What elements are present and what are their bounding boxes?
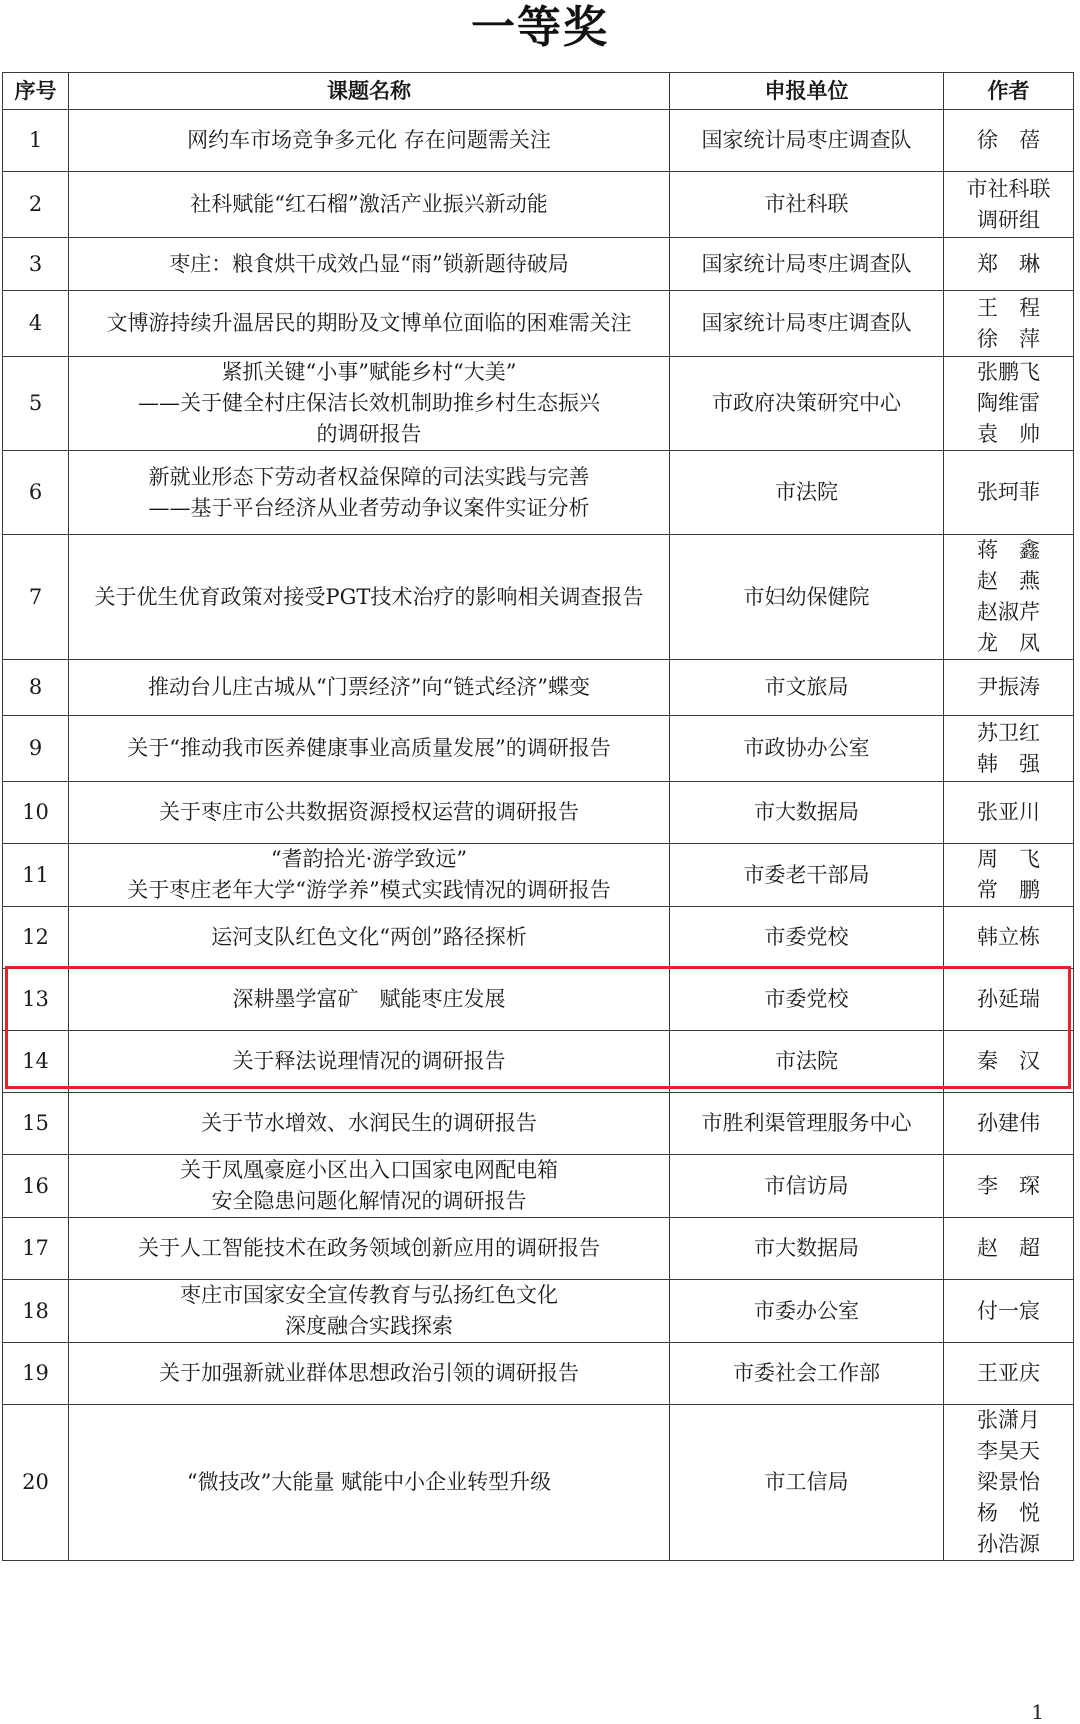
cell-topic <box>69 535 670 660</box>
topic-line: 关于节水增效、水润民生的调研报告 <box>201 1111 537 1135</box>
cell-topic <box>69 172 670 238</box>
topic-line: 紧抓关键“小事”赋能乡村“大美” <box>221 360 517 384</box>
cell-topic <box>69 1155 670 1218</box>
cell-authors <box>944 844 1074 907</box>
cell-seq: 13 <box>3 969 69 1031</box>
table-row <box>3 782 1074 844</box>
author-name: 常 鹏 <box>977 878 1040 902</box>
cell-authors <box>944 172 1074 238</box>
author-name: 郑 琳 <box>977 251 1040 276</box>
header-author: 作者 <box>944 73 1074 110</box>
cell-topic <box>69 1343 670 1405</box>
table-row <box>3 1405 1074 1561</box>
author-name: 徐 蓓 <box>977 128 1040 152</box>
author-name: 李昊天 <box>977 1439 1040 1463</box>
author-name: 陶维雷 <box>977 391 1040 415</box>
cell-unit: 市委党校 <box>670 969 944 1031</box>
author-name: 孙建伟 <box>977 1111 1040 1135</box>
cell-authors <box>944 969 1074 1031</box>
cell-seq: 9 <box>3 716 69 782</box>
table-row <box>3 535 1074 660</box>
cell-seq: 19 <box>3 1343 69 1405</box>
cell-unit: 国家统计局枣庄调查队 <box>670 291 944 357</box>
cell-seq: 4 <box>3 291 69 357</box>
awards-table <box>2 72 1074 1561</box>
cell-seq: 3 <box>3 238 69 291</box>
cell-seq: 2 <box>3 172 69 238</box>
cell-topic <box>69 451 670 535</box>
table-row <box>3 238 1074 291</box>
topic-line: 关于枣庄市公共数据资源授权运营的调研报告 <box>159 800 579 824</box>
cell-topic <box>69 844 670 907</box>
table-row <box>3 844 1074 907</box>
topic-line: 新就业形态下劳动者权益保障的司法实践与完善 <box>148 464 590 489</box>
topic-line: 的调研报告 <box>316 422 422 446</box>
topic-line: 关于加强新就业群体思想政治引领的调研报告 <box>159 1361 579 1385</box>
table-row <box>3 1155 1074 1218</box>
table-row <box>3 907 1074 969</box>
cell-seq: 18 <box>3 1280 69 1343</box>
cell-authors <box>944 1280 1074 1343</box>
cell-unit: 市委党校 <box>670 907 944 969</box>
cell-topic <box>69 1280 670 1343</box>
cell-unit: 市妇幼保健院 <box>670 535 944 660</box>
cell-authors <box>944 1155 1074 1218</box>
topic-line: 推动台儿庄古城从“门票经济”向“链式经济”蝶变 <box>148 675 590 699</box>
topic-line: “微技改”大能量 赋能中小企业转型升级 <box>186 1470 552 1494</box>
cell-unit: 市政协办公室 <box>670 716 944 782</box>
topic-line: 社科赋能“红石榴”激活产业振兴新动能 <box>190 192 548 216</box>
topic-line: “耆韵拾光·游学致远” <box>270 847 468 871</box>
table-row <box>3 110 1074 172</box>
cell-topic <box>69 1093 670 1155</box>
author-name: 付一宸 <box>977 1298 1040 1323</box>
cell-authors <box>944 1218 1074 1280</box>
cell-seq: 20 <box>3 1405 69 1561</box>
cell-topic <box>69 969 670 1031</box>
cell-unit: 市委社会工作部 <box>670 1343 944 1405</box>
author-name: 赵淑芹 <box>977 600 1040 624</box>
cell-unit: 市社科联 <box>670 172 944 238</box>
cell-unit: 市委办公室 <box>670 1280 944 1343</box>
cell-unit: 市工信局 <box>670 1405 944 1561</box>
author-name: 周 飞 <box>977 847 1040 871</box>
author-name: 孙浩源 <box>977 1532 1040 1556</box>
table-row <box>3 1093 1074 1155</box>
table-row <box>3 716 1074 782</box>
cell-authors <box>944 291 1074 357</box>
cell-authors <box>944 535 1074 660</box>
author-name: 李 琛 <box>977 1173 1040 1198</box>
cell-seq: 16 <box>3 1155 69 1218</box>
cell-authors <box>944 357 1074 451</box>
cell-seq: 15 <box>3 1093 69 1155</box>
cell-seq: 5 <box>3 357 69 451</box>
author-name: 梁景怡 <box>977 1470 1040 1494</box>
author-name: 王 程 <box>977 295 1040 320</box>
cell-unit: 市文旅局 <box>670 660 944 716</box>
author-name: 龙 凤 <box>977 631 1040 655</box>
author-name: 调研组 <box>977 207 1040 232</box>
author-name: 韩 强 <box>977 751 1040 776</box>
table-row <box>3 660 1074 716</box>
cell-authors <box>944 660 1074 716</box>
author-name: 赵 超 <box>977 1236 1040 1260</box>
topic-line: 关于优生优育政策对接受PGT技术治疗的影响相关调查报告 <box>94 584 644 609</box>
topic-line: 枣庄市国家安全宣传教育与弘扬红色文化 <box>180 1283 558 1307</box>
cell-unit: 市大数据局 <box>670 1218 944 1280</box>
cell-seq: 14 <box>3 1031 69 1093</box>
cell-seq: 12 <box>3 907 69 969</box>
cell-seq: 8 <box>3 660 69 716</box>
table-row <box>3 1218 1074 1280</box>
cell-topic <box>69 782 670 844</box>
author-name: 徐 萍 <box>977 326 1040 351</box>
topic-line: 深耕墨学富矿 赋能枣庄发展 <box>232 987 506 1011</box>
author-name: 张亚川 <box>977 800 1040 824</box>
header-seq: 序号 <box>3 73 69 110</box>
cell-topic <box>69 660 670 716</box>
topic-line: ——关于健全村庄保洁长效机制助推乡村生态振兴 <box>138 391 600 415</box>
page-title: 一等奖 <box>471 2 609 53</box>
topic-line: 运河支队红色文化“两创”路径探析 <box>211 925 527 949</box>
table-row <box>3 291 1074 357</box>
table-header-row <box>3 73 1074 110</box>
topic-line: 关于释法说理情况的调研报告 <box>232 1049 506 1073</box>
author-name: 秦 汉 <box>977 1049 1040 1073</box>
cell-seq: 17 <box>3 1218 69 1280</box>
cell-topic <box>69 110 670 172</box>
topic-line: 安全隐患问题化解情况的调研报告 <box>211 1189 527 1213</box>
cell-unit: 市大数据局 <box>670 782 944 844</box>
topic-line: 文博游持续升温居民的期盼及文博单位面临的困难需关注 <box>106 311 632 335</box>
topic-line: 关于枣庄老年大学“游学养”模式实践情况的调研报告 <box>127 878 611 902</box>
author-name: 袁 帅 <box>977 422 1040 446</box>
topic-line: 深度融合实践探索 <box>285 1314 453 1338</box>
header-unit: 申报单位 <box>670 73 944 110</box>
cell-authors <box>944 451 1074 535</box>
cell-unit: 市法院 <box>670 1031 944 1093</box>
author-name: 杨 悦 <box>977 1501 1040 1525</box>
author-name: 蒋 鑫 <box>977 538 1040 562</box>
cell-authors <box>944 1031 1074 1093</box>
cell-seq: 10 <box>3 782 69 844</box>
awards-table-body <box>3 110 1074 1561</box>
table-row <box>3 451 1074 535</box>
cell-authors <box>944 907 1074 969</box>
cell-seq: 6 <box>3 451 69 535</box>
cell-seq: 7 <box>3 535 69 660</box>
cell-seq: 11 <box>3 844 69 907</box>
author-name: 赵 燕 <box>977 569 1040 593</box>
cell-topic <box>69 357 670 451</box>
author-name: 张潇月 <box>977 1408 1040 1432</box>
cell-authors <box>944 1405 1074 1561</box>
cell-authors <box>944 1093 1074 1155</box>
topic-line: 网约车市场竞争多元化 存在问题需关注 <box>187 128 551 152</box>
author-name: 张鹏飞 <box>977 360 1040 384</box>
cell-unit: 国家统计局枣庄调查队 <box>670 110 944 172</box>
cell-topic <box>69 1405 670 1561</box>
table-row <box>3 357 1074 451</box>
cell-topic <box>69 1031 670 1093</box>
cell-authors <box>944 716 1074 782</box>
cell-unit: 市胜利渠管理服务中心 <box>670 1093 944 1155</box>
page-number: 1 <box>1031 1700 1044 1724</box>
cell-unit: 国家统计局枣庄调查队 <box>670 238 944 291</box>
cell-authors <box>944 238 1074 291</box>
table-row <box>3 1343 1074 1405</box>
author-name: 市社科联 <box>966 176 1051 201</box>
topic-line: 关于“推动我市医养健康事业高质量发展”的调研报告 <box>127 736 611 760</box>
cell-unit: 市信访局 <box>670 1155 944 1218</box>
cell-topic <box>69 238 670 291</box>
topic-line: 枣庄：粮食烘干成效凸显“雨”锁新题待破局 <box>169 251 569 276</box>
table-row <box>3 1031 1074 1093</box>
topic-line: 关于凤凰豪庭小区出入口国家电网配电箱 <box>180 1158 558 1182</box>
topic-line: ——基于平台经济从业者劳动争议案件实证分析 <box>148 495 590 520</box>
cell-topic <box>69 907 670 969</box>
author-name: 孙延瑞 <box>977 987 1040 1011</box>
table-row <box>3 172 1074 238</box>
cell-unit: 市法院 <box>670 451 944 535</box>
cell-unit: 市政府决策研究中心 <box>670 357 944 451</box>
header-topic: 课题名称 <box>69 73 670 110</box>
author-name: 苏卫红 <box>977 720 1040 745</box>
table-row <box>3 969 1074 1031</box>
cell-unit: 市委老干部局 <box>670 844 944 907</box>
author-name: 尹振涛 <box>977 675 1040 699</box>
cell-seq: 1 <box>3 110 69 172</box>
author-name: 张珂菲 <box>977 480 1040 504</box>
cell-topic <box>69 716 670 782</box>
cell-topic <box>69 1218 670 1280</box>
cell-authors <box>944 110 1074 172</box>
cell-authors <box>944 782 1074 844</box>
cell-authors <box>944 1343 1074 1405</box>
topic-line: 关于人工智能技术在政务领域创新应用的调研报告 <box>138 1236 600 1260</box>
cell-topic <box>69 291 670 357</box>
author-name: 王亚庆 <box>977 1361 1040 1385</box>
author-name: 韩立栋 <box>977 925 1040 949</box>
table-row <box>3 1280 1074 1343</box>
